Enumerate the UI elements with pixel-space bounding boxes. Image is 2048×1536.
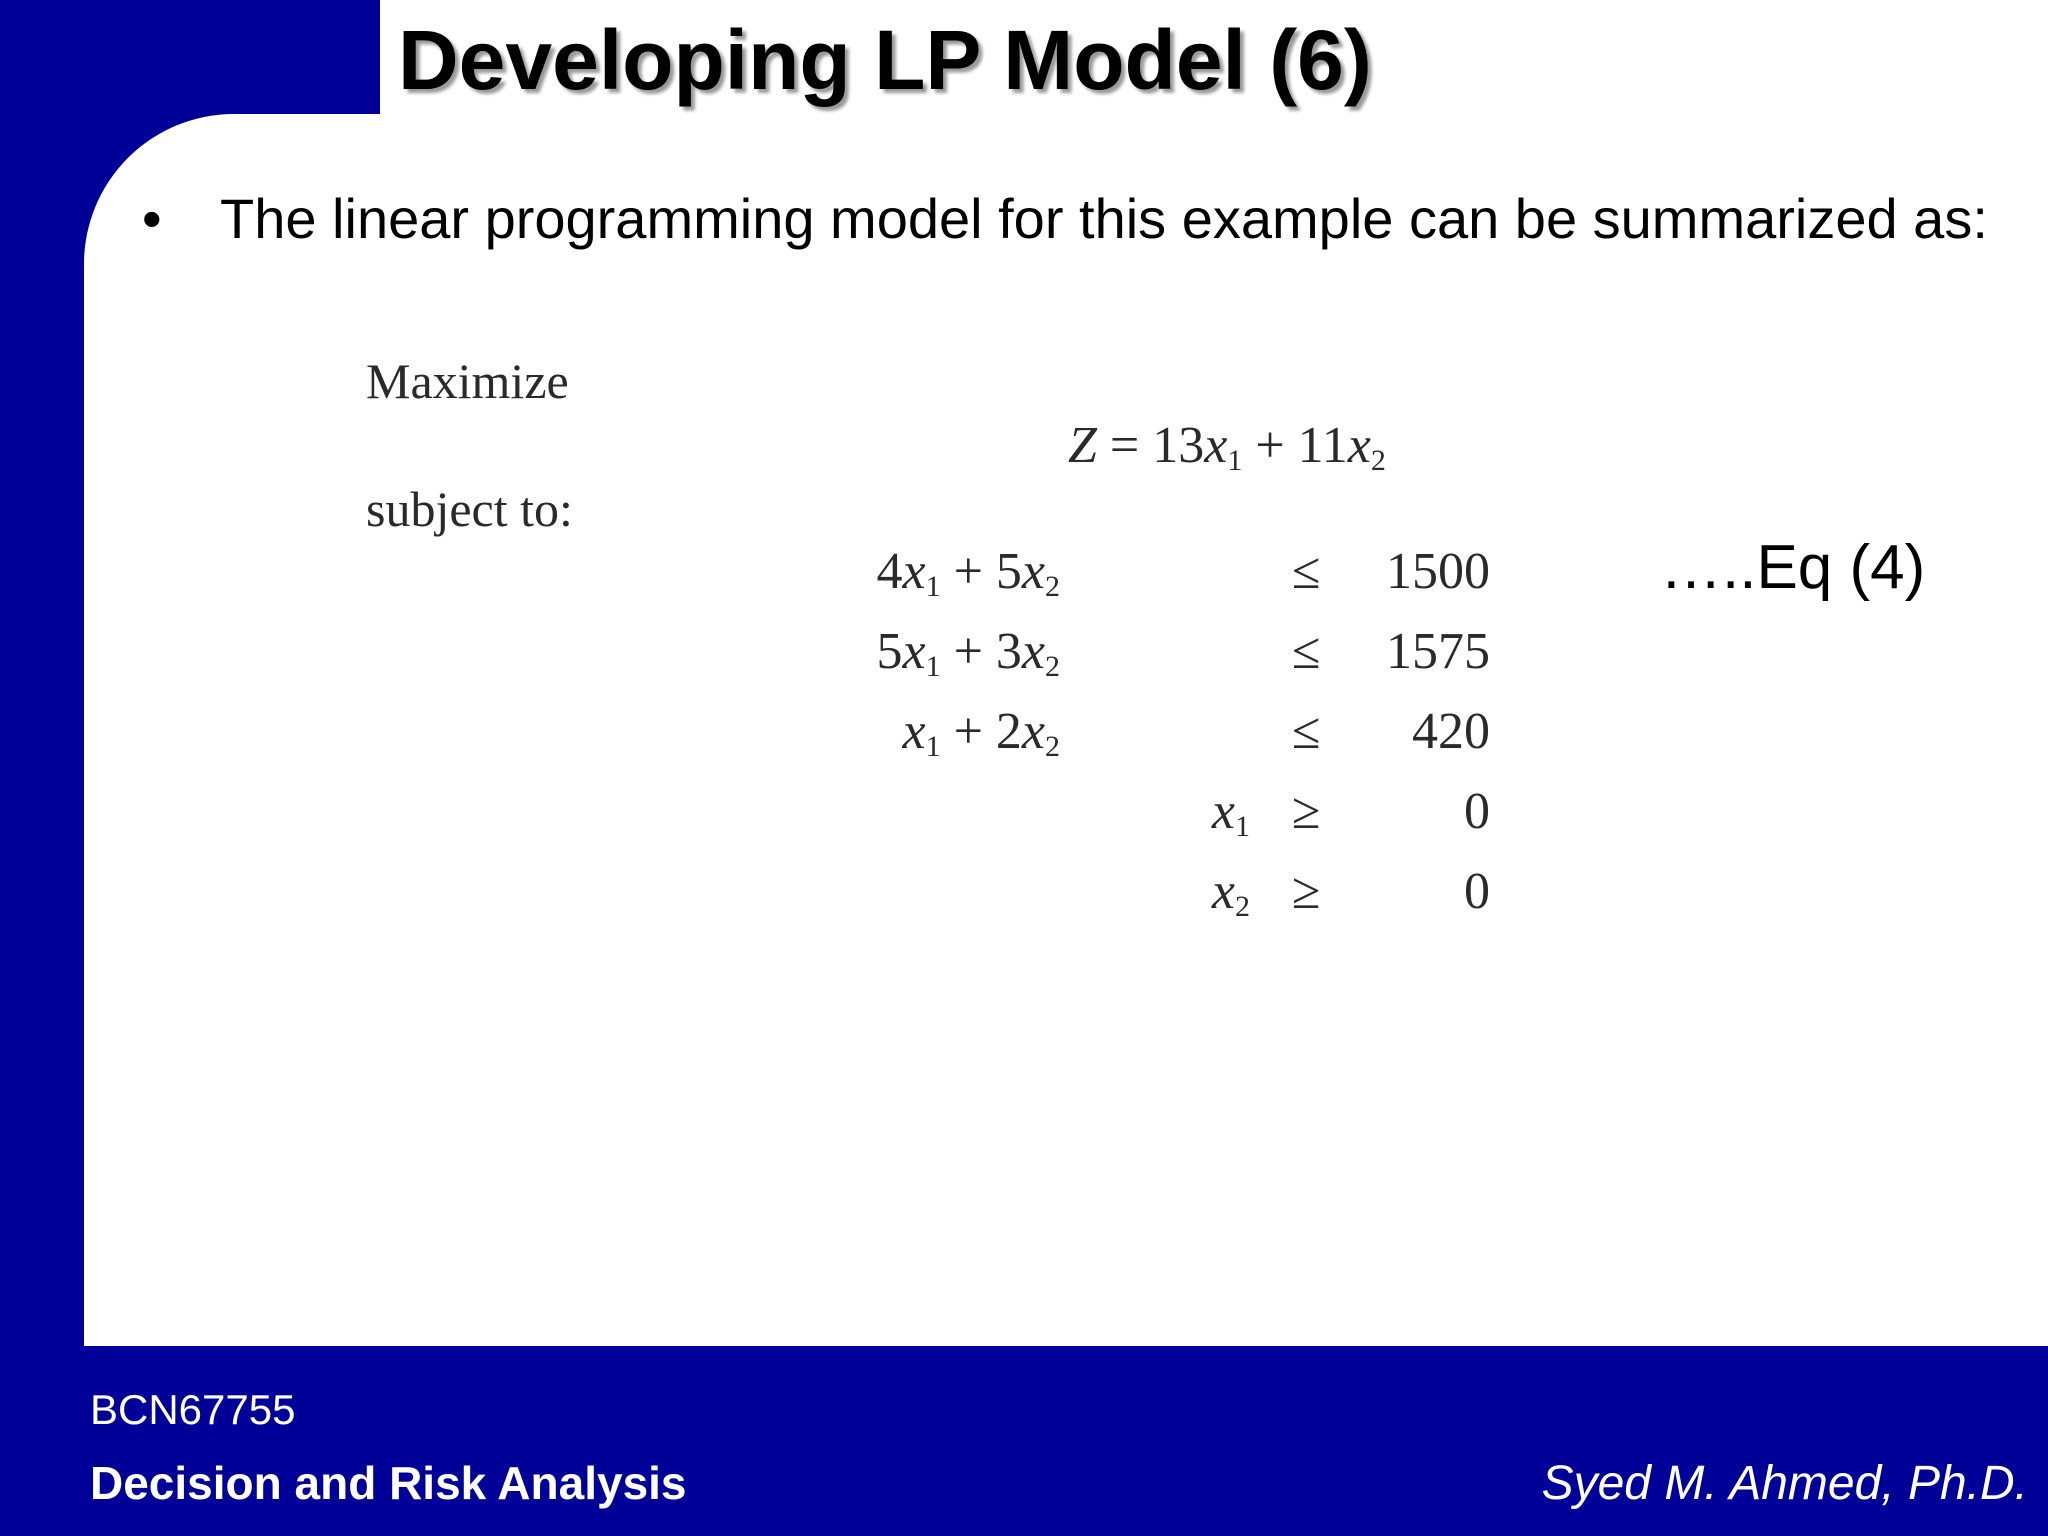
- footer-author: Syed M. Ahmed, Ph.D.: [1541, 1457, 2028, 1510]
- constraint-2-coef-2: 3: [995, 623, 1022, 680]
- objective-coef-2: 11: [1297, 417, 1348, 474]
- constraint-2-relation: ≤: [1291, 623, 1321, 680]
- content-panel: [84, 114, 2048, 1346]
- nonneg-2-rhs: 0: [1464, 863, 1490, 920]
- nonneg-1-var: x: [1211, 783, 1235, 840]
- nonneg-1-lhs: [840, 782, 1250, 844]
- constraint-3-lhs: $x_1 + 2x_2$: [902, 703, 1060, 763]
- left-blue-bar: [0, 116, 84, 1346]
- maximize-label: Maximize: [366, 353, 569, 409]
- header-blue-band: [0, 0, 380, 116]
- nonneg-1-sub: 1: [1235, 810, 1250, 843]
- bullet-text: The linear programming model for this example can be summarized as:: [220, 187, 1988, 250]
- footer-course-name: Decision and Risk Analysis: [90, 1457, 687, 1509]
- constraint-1-relation: ≤: [1291, 543, 1321, 600]
- constraint-3-coef-2: 2: [995, 703, 1022, 760]
- objective-coef-1: 13: [1152, 417, 1205, 474]
- constraint-2-coef-1: 5: [876, 623, 903, 680]
- objective-equals: =: [1109, 417, 1140, 474]
- constraint-1-coef-1: 4: [876, 543, 903, 600]
- constraint-1-rhs: 1500: [1386, 543, 1490, 600]
- constraint-2-lhs: $5x_1 + 3x_2$: [876, 623, 1060, 683]
- objective-variable: Z: [1068, 417, 1097, 474]
- constraint-1-coef-2: 5: [995, 543, 1022, 600]
- equation-label: …..Eq (4): [1660, 533, 1926, 602]
- nonneg-2-var: x: [1211, 863, 1235, 920]
- subject-to-label: subject to:: [366, 481, 573, 537]
- constraint-3-relation: ≤: [1291, 703, 1321, 760]
- nonneg-1-relation: ≥: [1291, 783, 1321, 840]
- footer-course-code: BCN67755: [90, 1386, 296, 1433]
- constraint-1-lhs: $4x_1 + 5x_2$: [876, 543, 1060, 603]
- nonneg-2-relation: ≥: [1291, 863, 1321, 920]
- constraint-3-rhs: 420: [1412, 703, 1490, 760]
- nonneg-1-rhs: 0: [1464, 783, 1490, 840]
- nonneg-2-sub: 2: [1235, 890, 1250, 923]
- slide-title: Developing LP Model (6): [398, 13, 1372, 107]
- nonneg-2-lhs: [840, 862, 1250, 924]
- bullet-marker: •: [142, 187, 162, 250]
- constraint-2-rhs: 1575: [1386, 623, 1490, 680]
- objective-function: $Z = 13x_1 + 11x_2$: [1068, 417, 1386, 477]
